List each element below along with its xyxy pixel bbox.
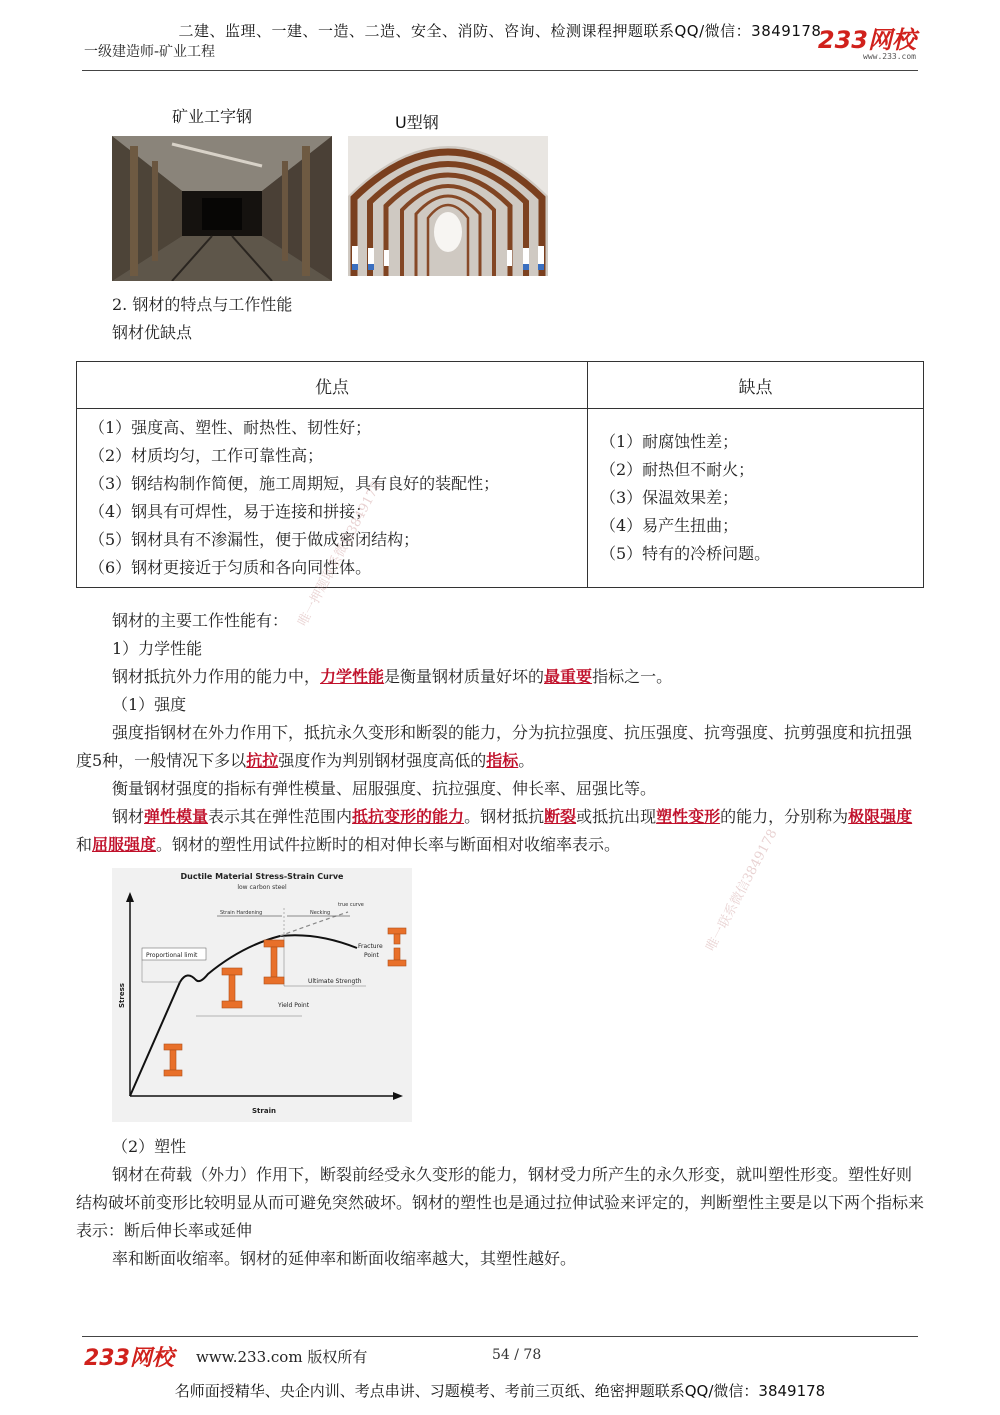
watermark: 唯一押题联系微信3849178 (295, 478, 385, 629)
pros-cons-table (76, 361, 924, 588)
highlight-term: 极限强度 (848, 807, 913, 826)
highlight-term: 力学性能 (320, 667, 385, 686)
body-paragraph: 1）力学性能 (112, 639, 203, 658)
mine-i-beam-photo (112, 136, 332, 281)
highlight-term: 屈服强度 (92, 835, 157, 854)
highlight-term: 断裂 (544, 807, 577, 826)
label-fracture-point-2: Point (364, 952, 379, 959)
label-true-curve: true curve (338, 902, 364, 908)
body-paragraph: （2）塑性 (112, 1137, 187, 1156)
section-heading: 2. 钢材的特点与工作性能 (112, 295, 293, 314)
body-paragraph: 钢材在荷载（外力）作用下，断裂前经受永久变形的能力，钢材受力所产生的永久形变，就叫塑性形变。塑性好则结构破坏前变形比较明显从而可避免突然破坏。钢材的塑性也是通过拉伸试验来评定的，判断塑性主要是以下两个指标来表示：断后伸长率或延伸 (76, 1165, 925, 1240)
advantage-item: （3）钢结构制作简便，施工周期短，具有良好的装配性； (89, 474, 500, 493)
advantage-item: （1）强度高、塑性、耐热性、韧性好； (89, 418, 372, 437)
highlight-term: 指标 (486, 751, 519, 770)
footer-logo[interactable]: 233网校 (84, 1346, 174, 1371)
disadvantage-item: （4）易产生扭曲； (600, 516, 739, 535)
highlight-term: 塑性变形 (656, 807, 721, 826)
highlight-term: 抵抗变形的能力 (352, 807, 465, 826)
advantage-item: （5）钢材具有不渗漏性，便于做成密闭结构； (89, 530, 420, 549)
table-header-advantages: 优点 (77, 362, 588, 409)
label-proportional-limit: Proportional limit (146, 952, 198, 959)
disadvantage-item: （5）特有的冷桥问题。 (600, 544, 771, 563)
footer-contact-line: 名师面授精华、央企内训、考点串讲、习题模考、考前三页纸、绝密押题联系QQ/微信：3849178 (174, 1382, 826, 1400)
logo-text: 233网校 (817, 26, 916, 54)
logo-url: www.233.com (863, 52, 916, 61)
header-contact-line: 二建、监理、一建、一造、二造、安全、消防、咨询、检测课程押题联系QQ/微信：3849178 (178, 22, 822, 40)
advantage-item: （6）钢材更接近于匀质和各向同性体。 (89, 558, 372, 577)
figure-title: Ductile Material Stress-Strain Curve (180, 872, 344, 881)
highlight-term: 最重要 (544, 667, 593, 686)
header-logo[interactable] (818, 28, 916, 61)
body-paragraph: 钢材弹性模量表示其在弹性范围内抵抗变形的能力。钢材抵抗断裂或抵抗出现塑性变形的能力，分别称为极限强度和屈服强度。钢材的塑性用试件拉断时的相对伸长率与断面相对收缩率表示。 (76, 807, 913, 854)
y-axis-label: Stress (118, 983, 126, 1008)
disadvantage-item: （3）保温效果差； (600, 488, 739, 507)
specimen-icon (388, 928, 406, 966)
label-strain-hardening: Strain Hardening (220, 910, 263, 916)
body-paragraph: 钢材抵抗外力作用的能力中，力学性能是衡量钢材质量好坏的最重要指标之一。 (112, 667, 673, 686)
specimen-icon (264, 940, 284, 984)
footer-divider (82, 1336, 918, 1337)
advantage-item: （2）材质均匀，工作可靠性高； (89, 446, 324, 465)
specimen-icon (164, 1044, 182, 1076)
disadvantage-item: （2）耐热但不耐火； (600, 460, 755, 479)
body-paragraph: （1）强度 (112, 695, 187, 714)
section-subheading: 钢材优缺点 (112, 323, 193, 342)
table-header-disadvantages: 缺点 (588, 362, 924, 409)
watermark: 唯一联系微信3849178 (703, 826, 781, 954)
document-subtitle: 一级建造师-矿业工程 (84, 44, 216, 60)
label-yield-point: Yield Point (278, 1002, 310, 1009)
stress-strain-figure (112, 868, 412, 1122)
advantage-item: （4）钢具有可焊性，易于连接和拼接； (89, 502, 372, 521)
label-fracture-point-1: Fracture (358, 943, 383, 950)
disadvantages-cell (588, 409, 924, 588)
figure-subtitle: low carbon steel (237, 884, 287, 891)
label-necking: Necking (310, 910, 331, 916)
x-axis-label: Strain (252, 1107, 276, 1115)
body-paragraph: 率和断面收缩率。钢材的延伸率和断面收缩率越大，其塑性越好。 (112, 1249, 577, 1268)
photo-caption-right: U型钢 (395, 113, 439, 132)
body-paragraph: 强度指钢材在外力作用下，抵抗永久变形和断裂的能力，分为抗拉强度、抗压强度、抗弯强度、抗剪强度和抗扭强度5种，一般情况下多以抗拉强度作为判别钢材强度高低的指标。 (76, 723, 913, 770)
body-paragraph: 衡量钢材强度的指标有弹性模量、屈服强度、抗拉强度、伸长率、屈强比等。 (112, 779, 657, 798)
highlight-term: 弹性模量 (144, 807, 209, 826)
specimen-icon (222, 968, 242, 1008)
highlight-term: 抗拉 (246, 751, 279, 770)
body-paragraph: 钢材的主要工作性能有： (112, 611, 289, 630)
footer-copyright: www.233.com 版权所有 (196, 1348, 368, 1366)
header-divider (82, 70, 918, 71)
photo-caption-left: 矿业工字钢 (172, 107, 253, 126)
label-ultimate-strength: Ultimate Strength (308, 978, 362, 985)
u-steel-arch-photo (348, 136, 548, 276)
page-number: 54 / 78 (492, 1347, 542, 1363)
disadvantage-item: （1）耐腐蚀性差； (600, 432, 739, 451)
